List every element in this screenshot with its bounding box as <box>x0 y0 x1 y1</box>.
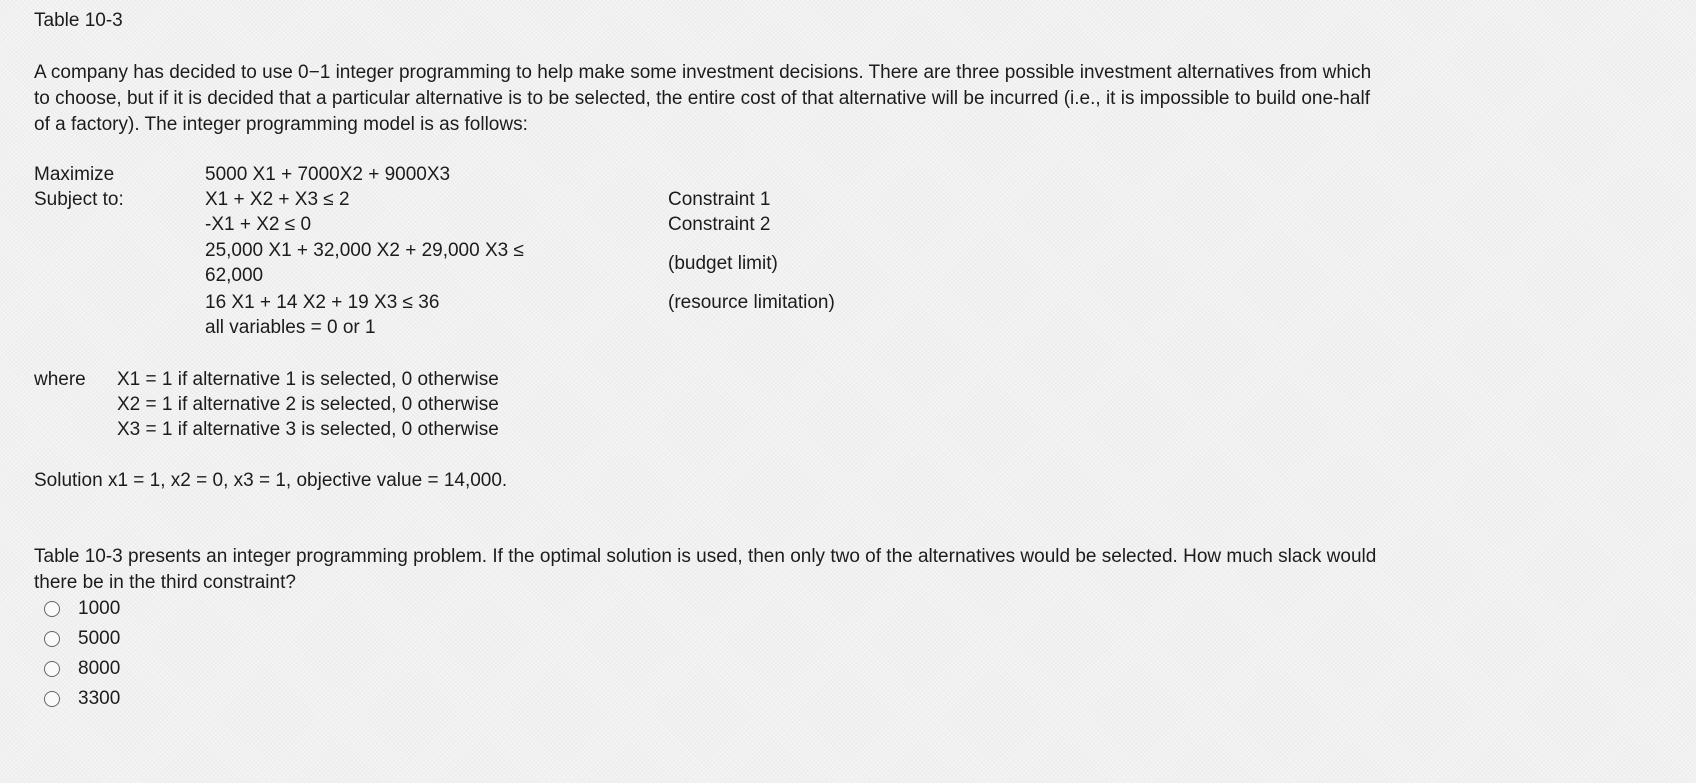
objective-function: 5000 X1 + 7000X2 + 9000X3 <box>205 164 451 185</box>
radio-button[interactable] <box>44 631 60 647</box>
intro-paragraph <box>34 60 1684 138</box>
radio-button[interactable] <box>44 691 60 707</box>
constraint-3-expr-line1: 25,000 X1 + 32,000 X2 + 29,000 X3 ≤ <box>205 240 524 261</box>
option-label: 1000 <box>78 598 121 619</box>
where-label: where <box>34 369 86 390</box>
intro-line-2: to choose, but if it is decided that a particular alternative is to be selected, the entire cost of that alternative will be incurred (i.e., it is impossible to build one-half <box>34 88 1370 109</box>
option-label: 8000 <box>78 658 121 679</box>
constraint-2-expr: -X1 + X2 ≤ 0 <box>205 214 312 235</box>
intro-line-1: A company has decided to use 0−1 integer programming to help make some investment decisions. There are three possible investment alternatives from which <box>34 62 1372 83</box>
where-line-2: X2 = 1 if alternative 2 is selected, 0 otherwise <box>117 394 499 415</box>
question-line-2: there be in the third constraint? <box>34 572 296 593</box>
answer-option-1[interactable] <box>44 595 120 623</box>
answer-option-4[interactable] <box>44 685 120 713</box>
constraint-3-note: (budget limit) <box>668 253 778 274</box>
constraint-2-note: Constraint 2 <box>668 214 771 235</box>
radio-button[interactable] <box>44 601 60 617</box>
solution-text: Solution x1 = 1, x2 = 0, x3 = 1, objective value = 14,000. <box>34 470 508 491</box>
option-label: 3300 <box>78 688 121 709</box>
intro-line-3: of a factory). The integer programming model is as follows: <box>34 114 528 135</box>
answer-option-2[interactable] <box>44 625 120 653</box>
constraint-4-expr: 16 X1 + 14 X2 + 19 X3 ≤ 36 <box>205 292 440 313</box>
answer-option-3[interactable] <box>44 655 120 683</box>
question-line-1: Table 10-3 presents an integer programming problem. If the optimal solution is used, then only two of the alternatives would be selected. How much slack would <box>34 546 1377 567</box>
binary-constraint: all variables = 0 or 1 <box>205 317 376 338</box>
constraint-3-expr-line2: 62,000 <box>205 265 264 286</box>
radio-button[interactable] <box>44 661 60 677</box>
constraint-4-note: (resource limitation) <box>668 292 835 313</box>
where-line-3: X3 = 1 if alternative 3 is selected, 0 otherwise <box>117 419 499 440</box>
constraint-1-expr: X1 + X2 + X3 ≤ 2 <box>205 189 350 210</box>
where-line-1: X1 = 1 if alternative 1 is selected, 0 otherwise <box>117 369 499 390</box>
table-title: Table 10-3 <box>34 10 123 31</box>
constraint-1-note: Constraint 1 <box>668 189 771 210</box>
question-text <box>34 544 1684 596</box>
subject-to-label: Subject to: <box>34 189 124 210</box>
option-label: 5000 <box>78 628 121 649</box>
maximize-label: Maximize <box>34 164 115 185</box>
